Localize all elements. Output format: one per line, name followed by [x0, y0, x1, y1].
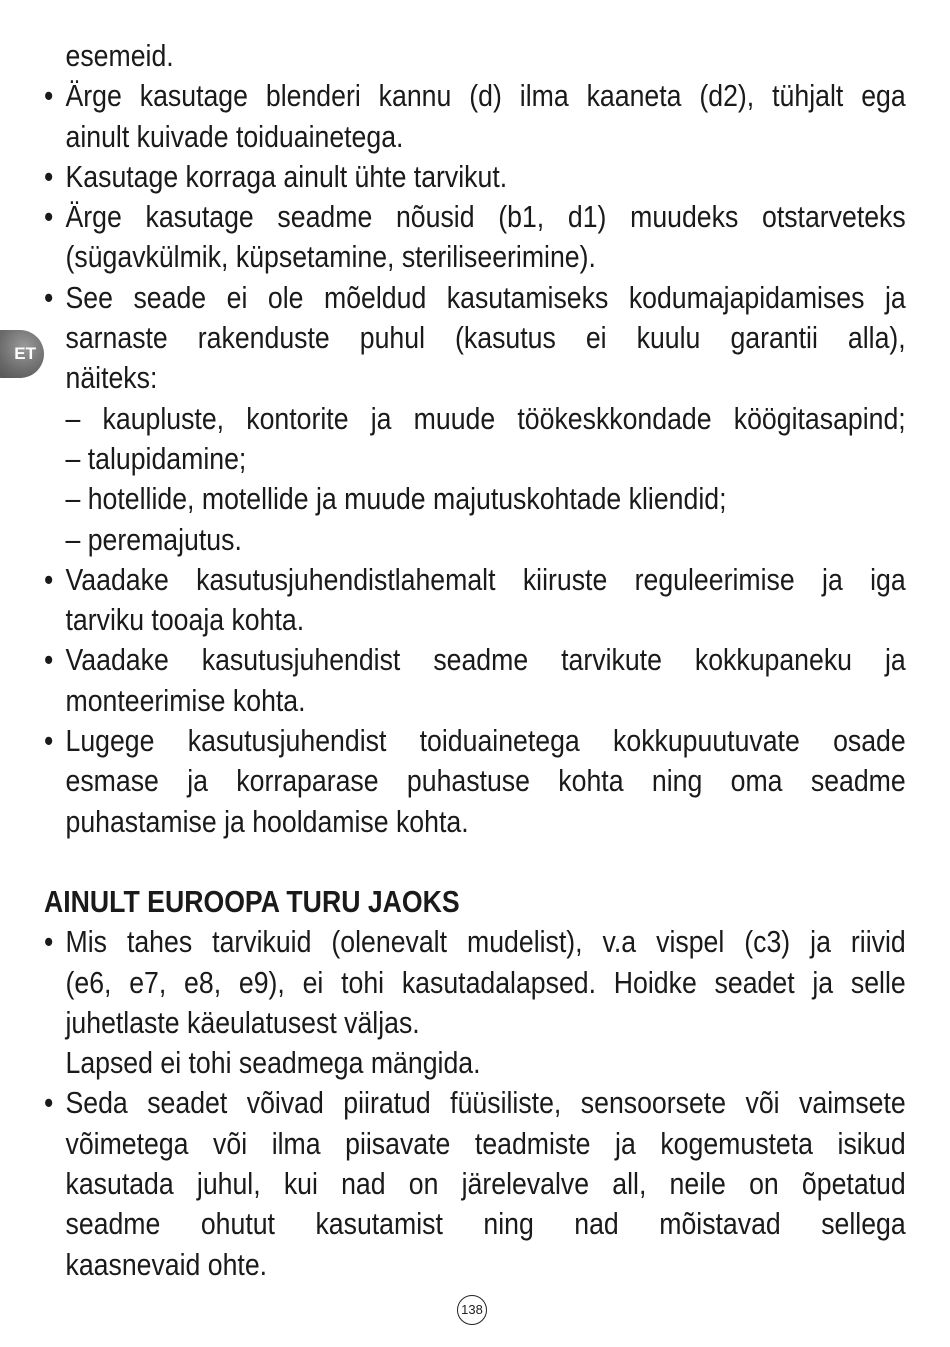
bullet-dot: • [44, 279, 54, 315]
bullet-dot: • [44, 78, 54, 114]
line-text: – talupidamine; [65, 440, 247, 476]
text-line [44, 1043, 906, 1083]
text-line [44, 802, 906, 842]
line-text: (e6, e7, e8, e9), ei tohi kasutadalapsed. Hoidke seadet ja selle [65, 964, 906, 1000]
bullet-line [44, 922, 906, 962]
line-text: esemeid. [65, 38, 174, 73]
bullet-line [44, 721, 906, 761]
text-line [44, 1204, 906, 1244]
line-text: Lugege kasutusjuhendist toiduainetega kokkupuutuvate osade [65, 723, 906, 759]
eu-section-list [44, 922, 906, 1285]
line-text: seadme ohutut kasutamist ning nad mõistavad sellega [65, 1206, 906, 1242]
line-text: Vaadake kasutusjuhendist seadme tarvikute kokkupaneku ja [65, 642, 906, 678]
line-text: monteerimise kohta. [65, 682, 306, 718]
line-text: kasutada juhul, kui nad on järelevalve all, neile on õpetatud [65, 1166, 906, 1202]
bullet-line [44, 278, 906, 318]
bullet-dot: • [44, 158, 54, 194]
line-text: Lapsed ei tohi seadmega mängida. [65, 1045, 481, 1081]
text-line [44, 761, 906, 801]
text-line [44, 1164, 906, 1204]
line-text: – hotellide, motellide ja muude majutuskohtade kliendid; [65, 481, 727, 517]
line-text: Vaadake kasutusjuhendistlahemalt kiiruste reguleerimise ja iga [65, 561, 906, 597]
line-text: Seda seadet võivad piiratud füüsiliste, sensoorsete või vaimsete [65, 1085, 906, 1121]
section-heading: AINULT EUROOPA TURU JAOKS [44, 883, 460, 919]
line-text: esmase ja korraparase puhastuse kohta ning oma seadme [65, 763, 906, 799]
text-line [44, 600, 906, 640]
text-line [44, 117, 906, 157]
text-line [44, 520, 906, 560]
line-text: võimetega või ilma piisavate teadmiste ja kogemusteta isikud [65, 1125, 906, 1161]
line-text: kaasnevaid ohte. [65, 1246, 268, 1282]
line-text: Mis tahes tarvikuid (olenevalt mudelist), v.a vispel (c3) ja riivid [65, 924, 906, 960]
eu-section [44, 882, 906, 1285]
bullet-dot: • [44, 723, 54, 759]
bullet-dot: • [44, 1085, 54, 1121]
text-line [44, 479, 906, 519]
line-text: tarviku tooaja kohta. [65, 602, 305, 638]
bullet-dot: • [44, 924, 54, 960]
line-text: ainult kuivade toiduainetega. [65, 118, 404, 154]
line-text: juhetlaste käeulatusest väljas. [65, 1004, 420, 1040]
text-line [44, 1003, 906, 1043]
bullet-dot: • [44, 642, 54, 678]
line-text: Ärge kasutage seadme nõusid (b1, d1) muudeks otstarveteks [65, 199, 906, 235]
instructions-section [44, 36, 906, 842]
bullet-line [44, 640, 906, 680]
line-text: See seade ei ole mõeldud kasutamiseks kodumajapidamises ja [65, 279, 906, 315]
text-line [44, 1124, 906, 1164]
bullet-line [44, 76, 906, 116]
line-text: Kasutage korraga ainult ühte tarvikut. [65, 158, 508, 194]
text-line [44, 358, 906, 398]
text-line [44, 439, 906, 479]
bullet-dot: • [44, 561, 54, 597]
page-content [44, 36, 906, 1285]
text-line [44, 237, 906, 277]
text-line [44, 963, 906, 1003]
line-text: Ärge kasutage blenderi kannu (d) ilma kaaneta (d2), tühjalt ega [65, 78, 906, 114]
text-line [44, 36, 906, 76]
line-text: puhastamise ja hooldamise kohta. [65, 803, 469, 839]
text-line [44, 318, 906, 358]
line-text: näiteks: [65, 360, 158, 396]
bullet-line [44, 1083, 906, 1123]
language-tab: ET [0, 330, 44, 378]
bullet-line [44, 560, 906, 600]
line-text: – peremajutus. [65, 521, 242, 557]
bullet-dot: • [44, 199, 54, 235]
page-number: 138 [457, 1295, 487, 1325]
line-text: – kaupluste, kontorite ja muude töökeskkondade köögitasapind; [65, 400, 906, 436]
bullet-line [44, 157, 906, 197]
text-line [44, 399, 906, 439]
line-text: (sügavkülmik, küpsetamine, steriliseerimine). [65, 239, 596, 275]
bullet-line [44, 197, 906, 237]
text-line [44, 1245, 906, 1285]
text-line [44, 681, 906, 721]
line-text: sarnaste rakenduste puhul (kasutus ei kuulu garantii alla), [65, 320, 906, 356]
